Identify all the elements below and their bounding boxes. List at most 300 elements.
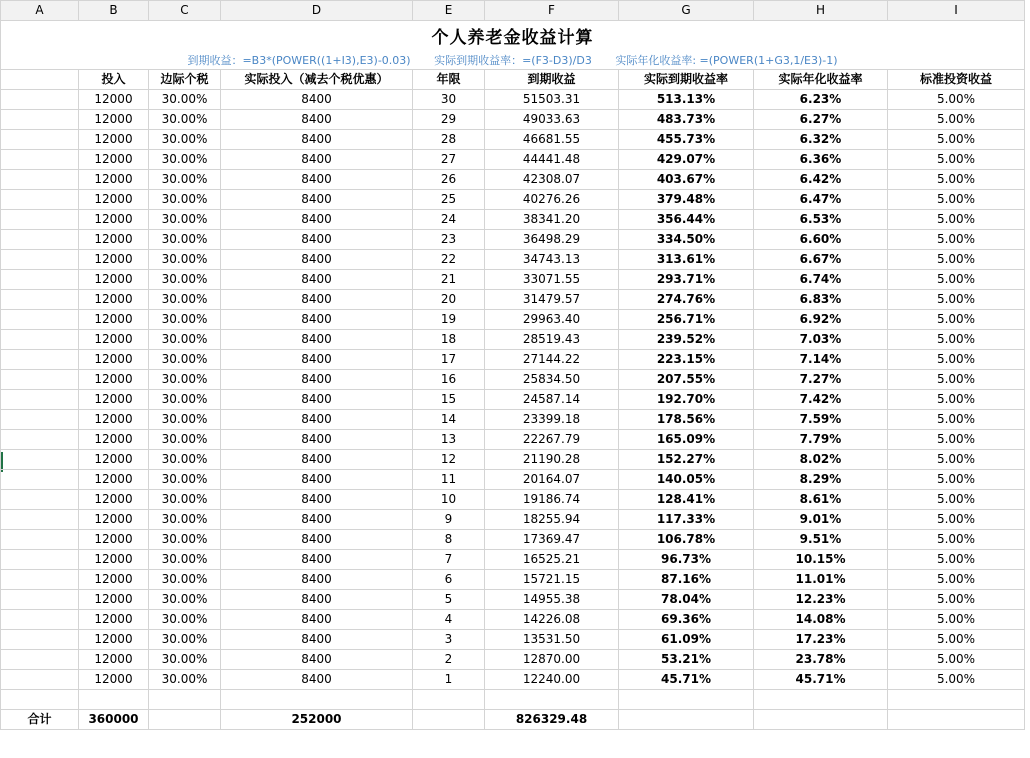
data-cell[interactable]: 49033.63 (485, 110, 619, 130)
data-cell[interactable]: 5.00% (888, 270, 1025, 290)
empty-cell[interactable] (221, 690, 413, 710)
data-cell[interactable]: 30.00% (149, 490, 221, 510)
data-cell[interactable]: 8400 (221, 230, 413, 250)
data-cell[interactable]: 11.01% (754, 570, 888, 590)
data-cell[interactable] (1, 490, 79, 510)
data-cell[interactable]: 8400 (221, 650, 413, 670)
data-cell[interactable]: 12000 (79, 490, 149, 510)
data-cell[interactable]: 21 (413, 270, 485, 290)
data-cell[interactable]: 20 (413, 290, 485, 310)
data-cell[interactable]: 5.00% (888, 190, 1025, 210)
data-cell[interactable]: 8400 (221, 430, 413, 450)
data-cell[interactable]: 6.67% (754, 250, 888, 270)
data-cell[interactable]: 8400 (221, 330, 413, 350)
data-cell[interactable]: 274.76% (619, 290, 754, 310)
data-cell[interactable]: 8400 (221, 110, 413, 130)
header-cell[interactable]: 实际到期收益率 (619, 70, 754, 90)
data-cell[interactable]: 7.59% (754, 410, 888, 430)
data-cell[interactable]: 117.33% (619, 510, 754, 530)
data-cell[interactable]: 5.00% (888, 150, 1025, 170)
data-cell[interactable]: 13 (413, 430, 485, 450)
data-cell[interactable]: 8400 (221, 630, 413, 650)
data-cell[interactable] (1, 510, 79, 530)
data-cell[interactable]: 12000 (79, 370, 149, 390)
data-cell[interactable]: 14955.38 (485, 590, 619, 610)
data-cell[interactable]: 178.56% (619, 410, 754, 430)
data-cell[interactable]: 192.70% (619, 390, 754, 410)
data-cell[interactable]: 28519.43 (485, 330, 619, 350)
data-cell[interactable]: 14.08% (754, 610, 888, 630)
data-cell[interactable]: 12000 (79, 410, 149, 430)
data-cell[interactable]: 5.00% (888, 210, 1025, 230)
data-cell[interactable]: 17.23% (754, 630, 888, 650)
data-cell[interactable]: 30.00% (149, 430, 221, 450)
data-cell[interactable]: 223.15% (619, 350, 754, 370)
data-cell[interactable]: 5 (413, 590, 485, 610)
column-letter-h[interactable]: H (754, 1, 888, 21)
data-cell[interactable]: 15721.15 (485, 570, 619, 590)
data-cell[interactable]: 3 (413, 630, 485, 650)
data-cell[interactable]: 429.07% (619, 150, 754, 170)
data-cell[interactable]: 30.00% (149, 410, 221, 430)
data-cell[interactable]: 12.23% (754, 590, 888, 610)
data-cell[interactable]: 6.47% (754, 190, 888, 210)
data-cell[interactable] (1, 590, 79, 610)
data-cell[interactable]: 96.73% (619, 550, 754, 570)
data-cell[interactable]: 5.00% (888, 470, 1025, 490)
empty-cell[interactable] (413, 710, 485, 730)
data-cell[interactable]: 30.00% (149, 310, 221, 330)
data-cell[interactable]: 8400 (221, 570, 413, 590)
data-cell[interactable]: 9 (413, 510, 485, 530)
data-cell[interactable]: 8400 (221, 490, 413, 510)
data-cell[interactable]: 8400 (221, 450, 413, 470)
data-cell[interactable]: 14 (413, 410, 485, 430)
data-cell[interactable]: 334.50% (619, 230, 754, 250)
data-cell[interactable]: 19186.74 (485, 490, 619, 510)
data-cell[interactable]: 5.00% (888, 450, 1025, 470)
data-cell[interactable]: 6.23% (754, 90, 888, 110)
data-cell[interactable]: 5.00% (888, 110, 1025, 130)
data-cell[interactable]: 26 (413, 170, 485, 190)
data-cell[interactable]: 8400 (221, 190, 413, 210)
data-cell[interactable]: 5.00% (888, 550, 1025, 570)
data-cell[interactable] (1, 550, 79, 570)
data-cell[interactable]: 6.42% (754, 170, 888, 190)
data-cell[interactable]: 12000 (79, 510, 149, 530)
data-cell[interactable]: 24587.14 (485, 390, 619, 410)
data-cell[interactable]: 5.00% (888, 350, 1025, 370)
data-cell[interactable]: 5.00% (888, 430, 1025, 450)
data-cell[interactable]: 1 (413, 670, 485, 690)
total-maturity[interactable]: 826329.48 (485, 710, 619, 730)
empty-cell[interactable] (619, 690, 754, 710)
data-cell[interactable] (1, 130, 79, 150)
data-cell[interactable]: 78.04% (619, 590, 754, 610)
data-cell[interactable]: 9.51% (754, 530, 888, 550)
data-cell[interactable] (1, 410, 79, 430)
data-cell[interactable]: 313.61% (619, 250, 754, 270)
data-cell[interactable]: 5.00% (888, 90, 1025, 110)
data-cell[interactable] (1, 310, 79, 330)
data-cell[interactable]: 30.00% (149, 570, 221, 590)
data-cell[interactable]: 8400 (221, 390, 413, 410)
data-cell[interactable]: 27144.22 (485, 350, 619, 370)
data-cell[interactable]: 30.00% (149, 390, 221, 410)
data-cell[interactable] (1, 450, 79, 470)
data-cell[interactable]: 2 (413, 650, 485, 670)
data-cell[interactable]: 5.00% (888, 590, 1025, 610)
empty-cell[interactable] (754, 690, 888, 710)
data-cell[interactable]: 8400 (221, 510, 413, 530)
data-cell[interactable]: 8400 (221, 310, 413, 330)
data-cell[interactable] (1, 190, 79, 210)
data-cell[interactable]: 5.00% (888, 510, 1025, 530)
data-cell[interactable]: 7.79% (754, 430, 888, 450)
empty-cell[interactable] (888, 710, 1025, 730)
data-cell[interactable]: 5.00% (888, 230, 1025, 250)
data-cell[interactable] (1, 170, 79, 190)
data-cell[interactable]: 42308.07 (485, 170, 619, 190)
data-cell[interactable]: 483.73% (619, 110, 754, 130)
data-cell[interactable]: 30.00% (149, 530, 221, 550)
data-cell[interactable]: 19 (413, 310, 485, 330)
data-cell[interactable]: 27 (413, 150, 485, 170)
empty-cell[interactable] (79, 690, 149, 710)
data-cell[interactable]: 513.13% (619, 90, 754, 110)
data-cell[interactable]: 25834.50 (485, 370, 619, 390)
data-cell[interactable]: 6.53% (754, 210, 888, 230)
data-cell[interactable]: 29 (413, 110, 485, 130)
data-cell[interactable]: 16525.21 (485, 550, 619, 570)
data-cell[interactable]: 30.00% (149, 630, 221, 650)
data-cell[interactable]: 8400 (221, 270, 413, 290)
data-cell[interactable]: 8.61% (754, 490, 888, 510)
data-cell[interactable]: 61.09% (619, 630, 754, 650)
data-cell[interactable]: 403.67% (619, 170, 754, 190)
data-cell[interactable]: 30.00% (149, 350, 221, 370)
data-cell[interactable]: 6.92% (754, 310, 888, 330)
data-cell[interactable]: 38341.20 (485, 210, 619, 230)
data-cell[interactable]: 18 (413, 330, 485, 350)
data-cell[interactable]: 8400 (221, 130, 413, 150)
header-cell[interactable]: 实际年化收益率 (754, 70, 888, 90)
data-cell[interactable]: 12000 (79, 210, 149, 230)
data-cell[interactable]: 256.71% (619, 310, 754, 330)
data-cell[interactable]: 40276.26 (485, 190, 619, 210)
data-cell[interactable]: 128.41% (619, 490, 754, 510)
data-cell[interactable]: 5.00% (888, 250, 1025, 270)
data-cell[interactable] (1, 370, 79, 390)
header-cell[interactable]: 标准投资收益 (888, 70, 1025, 90)
data-cell[interactable]: 5.00% (888, 530, 1025, 550)
data-cell[interactable]: 8400 (221, 550, 413, 570)
data-cell[interactable]: 4 (413, 610, 485, 630)
data-cell[interactable]: 12000 (79, 630, 149, 650)
data-cell[interactable]: 5.00% (888, 630, 1025, 650)
data-cell[interactable]: 5.00% (888, 650, 1025, 670)
column-letter-i[interactable]: I (888, 1, 1025, 21)
data-cell[interactable]: 12000 (79, 670, 149, 690)
data-cell[interactable]: 12000 (79, 530, 149, 550)
data-cell[interactable]: 8 (413, 530, 485, 550)
data-cell[interactable] (1, 150, 79, 170)
data-cell[interactable]: 16 (413, 370, 485, 390)
data-cell[interactable]: 12870.00 (485, 650, 619, 670)
data-cell[interactable]: 12000 (79, 190, 149, 210)
data-cell[interactable] (1, 630, 79, 650)
empty-cell[interactable] (413, 690, 485, 710)
data-cell[interactable]: 30.00% (149, 250, 221, 270)
data-cell[interactable]: 36498.29 (485, 230, 619, 250)
data-cell[interactable]: 207.55% (619, 370, 754, 390)
data-cell[interactable]: 69.36% (619, 610, 754, 630)
data-cell[interactable]: 29963.40 (485, 310, 619, 330)
data-cell[interactable]: 30.00% (149, 190, 221, 210)
data-cell[interactable]: 12000 (79, 650, 149, 670)
data-cell[interactable] (1, 610, 79, 630)
empty-cell[interactable] (619, 710, 754, 730)
data-cell[interactable]: 14226.08 (485, 610, 619, 630)
empty-cell[interactable] (754, 710, 888, 730)
data-cell[interactable] (1, 530, 79, 550)
data-cell[interactable]: 7.42% (754, 390, 888, 410)
data-cell[interactable]: 34743.13 (485, 250, 619, 270)
data-cell[interactable]: 356.44% (619, 210, 754, 230)
data-cell[interactable]: 12000 (79, 290, 149, 310)
totals-label[interactable]: 合计 (1, 710, 79, 730)
data-cell[interactable]: 12000 (79, 350, 149, 370)
data-cell[interactable] (1, 270, 79, 290)
data-cell[interactable]: 23.78% (754, 650, 888, 670)
data-cell[interactable]: 165.09% (619, 430, 754, 450)
data-cell[interactable]: 7 (413, 550, 485, 570)
data-cell[interactable]: 152.27% (619, 450, 754, 470)
data-cell[interactable]: 8400 (221, 590, 413, 610)
data-cell[interactable] (1, 650, 79, 670)
data-cell[interactable]: 44441.48 (485, 150, 619, 170)
header-cell[interactable]: 年限 (413, 70, 485, 90)
column-letter-a[interactable]: A (1, 1, 79, 21)
data-cell[interactable]: 30.00% (149, 210, 221, 230)
data-cell[interactable]: 24 (413, 210, 485, 230)
data-cell[interactable]: 23 (413, 230, 485, 250)
data-cell[interactable]: 6.32% (754, 130, 888, 150)
data-cell[interactable] (1, 670, 79, 690)
column-letter-f[interactable]: F (485, 1, 619, 21)
data-cell[interactable]: 12000 (79, 610, 149, 630)
data-cell[interactable]: 53.21% (619, 650, 754, 670)
data-cell[interactable]: 9.01% (754, 510, 888, 530)
data-cell[interactable]: 8400 (221, 370, 413, 390)
data-cell[interactable]: 8400 (221, 350, 413, 370)
data-cell[interactable]: 6.83% (754, 290, 888, 310)
empty-cell[interactable] (149, 690, 221, 710)
data-cell[interactable]: 30.00% (149, 150, 221, 170)
data-cell[interactable]: 8400 (221, 210, 413, 230)
data-cell[interactable]: 30.00% (149, 330, 221, 350)
data-cell[interactable]: 8.02% (754, 450, 888, 470)
data-cell[interactable]: 12000 (79, 250, 149, 270)
data-cell[interactable]: 5.00% (888, 410, 1025, 430)
data-cell[interactable]: 45.71% (619, 670, 754, 690)
title-cell[interactable] (1, 21, 1025, 70)
data-cell[interactable]: 12000 (79, 310, 149, 330)
data-cell[interactable]: 5.00% (888, 370, 1025, 390)
data-cell[interactable]: 30.00% (149, 650, 221, 670)
data-cell[interactable]: 13531.50 (485, 630, 619, 650)
empty-cell[interactable] (485, 690, 619, 710)
data-cell[interactable]: 8400 (221, 290, 413, 310)
data-cell[interactable]: 30.00% (149, 290, 221, 310)
data-cell[interactable]: 12000 (79, 450, 149, 470)
data-cell[interactable]: 106.78% (619, 530, 754, 550)
data-cell[interactable]: 12000 (79, 110, 149, 130)
data-cell[interactable]: 5.00% (888, 310, 1025, 330)
column-letter-e[interactable]: E (413, 1, 485, 21)
data-cell[interactable]: 6.36% (754, 150, 888, 170)
data-cell[interactable]: 30.00% (149, 370, 221, 390)
data-cell[interactable] (1, 470, 79, 490)
data-cell[interactable]: 12 (413, 450, 485, 470)
data-cell[interactable]: 12000 (79, 590, 149, 610)
data-cell[interactable]: 8400 (221, 150, 413, 170)
data-cell[interactable]: 8400 (221, 170, 413, 190)
column-letter-c[interactable]: C (149, 1, 221, 21)
data-cell[interactable] (1, 230, 79, 250)
data-cell[interactable]: 5.00% (888, 170, 1025, 190)
data-cell[interactable]: 46681.55 (485, 130, 619, 150)
header-cell[interactable] (1, 70, 79, 90)
data-cell[interactable] (1, 250, 79, 270)
data-cell[interactable]: 51503.31 (485, 90, 619, 110)
data-cell[interactable]: 28 (413, 130, 485, 150)
column-letter-g[interactable]: G (619, 1, 754, 21)
data-cell[interactable] (1, 430, 79, 450)
data-cell[interactable]: 10 (413, 490, 485, 510)
total-actual-investment[interactable]: 252000 (221, 710, 413, 730)
header-cell[interactable]: 投入 (79, 70, 149, 90)
data-cell[interactable]: 5.00% (888, 670, 1025, 690)
data-cell[interactable]: 18255.94 (485, 510, 619, 530)
data-cell[interactable]: 12000 (79, 390, 149, 410)
data-cell[interactable]: 23399.18 (485, 410, 619, 430)
data-cell[interactable]: 8400 (221, 530, 413, 550)
data-cell[interactable]: 6 (413, 570, 485, 590)
data-cell[interactable]: 379.48% (619, 190, 754, 210)
data-cell[interactable]: 30.00% (149, 550, 221, 570)
data-cell[interactable]: 140.05% (619, 470, 754, 490)
data-cell[interactable]: 8400 (221, 670, 413, 690)
header-cell[interactable]: 边际个税 (149, 70, 221, 90)
data-cell[interactable]: 5.00% (888, 390, 1025, 410)
data-cell[interactable]: 30.00% (149, 450, 221, 470)
data-cell[interactable] (1, 330, 79, 350)
data-cell[interactable]: 30.00% (149, 110, 221, 130)
data-cell[interactable]: 7.14% (754, 350, 888, 370)
data-cell[interactable] (1, 350, 79, 370)
data-cell[interactable]: 293.71% (619, 270, 754, 290)
data-cell[interactable]: 455.73% (619, 130, 754, 150)
data-cell[interactable]: 8.29% (754, 470, 888, 490)
data-cell[interactable]: 7.27% (754, 370, 888, 390)
data-cell[interactable]: 8400 (221, 610, 413, 630)
data-cell[interactable]: 12000 (79, 170, 149, 190)
data-cell[interactable]: 30.00% (149, 230, 221, 250)
header-cell[interactable]: 到期收益 (485, 70, 619, 90)
data-cell[interactable]: 6.60% (754, 230, 888, 250)
data-cell[interactable]: 17369.47 (485, 530, 619, 550)
data-cell[interactable]: 239.52% (619, 330, 754, 350)
data-cell[interactable]: 8400 (221, 410, 413, 430)
data-cell[interactable] (1, 210, 79, 230)
header-cell[interactable]: 实际投入（减去个税优惠） (221, 70, 413, 90)
data-cell[interactable]: 5.00% (888, 490, 1025, 510)
data-cell[interactable]: 12240.00 (485, 670, 619, 690)
data-cell[interactable]: 30.00% (149, 130, 221, 150)
data-cell[interactable]: 30.00% (149, 590, 221, 610)
data-cell[interactable]: 45.71% (754, 670, 888, 690)
total-investment[interactable]: 360000 (79, 710, 149, 730)
data-cell[interactable]: 5.00% (888, 330, 1025, 350)
data-cell[interactable]: 7.03% (754, 330, 888, 350)
column-letter-b[interactable]: B (79, 1, 149, 21)
empty-cell[interactable] (1, 690, 79, 710)
data-cell[interactable]: 8400 (221, 90, 413, 110)
data-cell[interactable]: 30.00% (149, 610, 221, 630)
data-cell[interactable]: 22267.79 (485, 430, 619, 450)
data-cell[interactable]: 12000 (79, 90, 149, 110)
data-cell[interactable]: 20164.07 (485, 470, 619, 490)
data-cell[interactable]: 6.27% (754, 110, 888, 130)
data-cell[interactable]: 8400 (221, 250, 413, 270)
data-cell[interactable]: 11 (413, 470, 485, 490)
data-cell[interactable]: 21190.28 (485, 450, 619, 470)
data-cell[interactable]: 12000 (79, 550, 149, 570)
data-cell[interactable]: 30.00% (149, 270, 221, 290)
empty-cell[interactable] (149, 710, 221, 730)
data-cell[interactable]: 5.00% (888, 130, 1025, 150)
data-cell[interactable]: 30 (413, 90, 485, 110)
data-cell[interactable]: 25 (413, 190, 485, 210)
data-cell[interactable]: 87.16% (619, 570, 754, 590)
column-letter-d[interactable]: D (221, 1, 413, 21)
data-cell[interactable] (1, 570, 79, 590)
data-cell[interactable]: 12000 (79, 330, 149, 350)
data-cell[interactable]: 5.00% (888, 570, 1025, 590)
data-cell[interactable]: 31479.57 (485, 290, 619, 310)
data-cell[interactable]: 30.00% (149, 90, 221, 110)
data-cell[interactable]: 6.74% (754, 270, 888, 290)
data-cell[interactable]: 30.00% (149, 470, 221, 490)
data-cell[interactable]: 8400 (221, 470, 413, 490)
data-cell[interactable]: 30.00% (149, 670, 221, 690)
data-cell[interactable]: 15 (413, 390, 485, 410)
data-cell[interactable] (1, 390, 79, 410)
data-cell[interactable] (1, 90, 79, 110)
empty-cell[interactable] (888, 690, 1025, 710)
data-cell[interactable] (1, 110, 79, 130)
data-cell[interactable]: 30.00% (149, 170, 221, 190)
data-cell[interactable]: 10.15% (754, 550, 888, 570)
data-cell[interactable]: 12000 (79, 270, 149, 290)
data-cell[interactable]: 5.00% (888, 290, 1025, 310)
data-cell[interactable]: 12000 (79, 230, 149, 250)
data-cell[interactable]: 12000 (79, 150, 149, 170)
data-cell[interactable]: 22 (413, 250, 485, 270)
data-cell[interactable]: 12000 (79, 570, 149, 590)
data-cell[interactable] (1, 290, 79, 310)
